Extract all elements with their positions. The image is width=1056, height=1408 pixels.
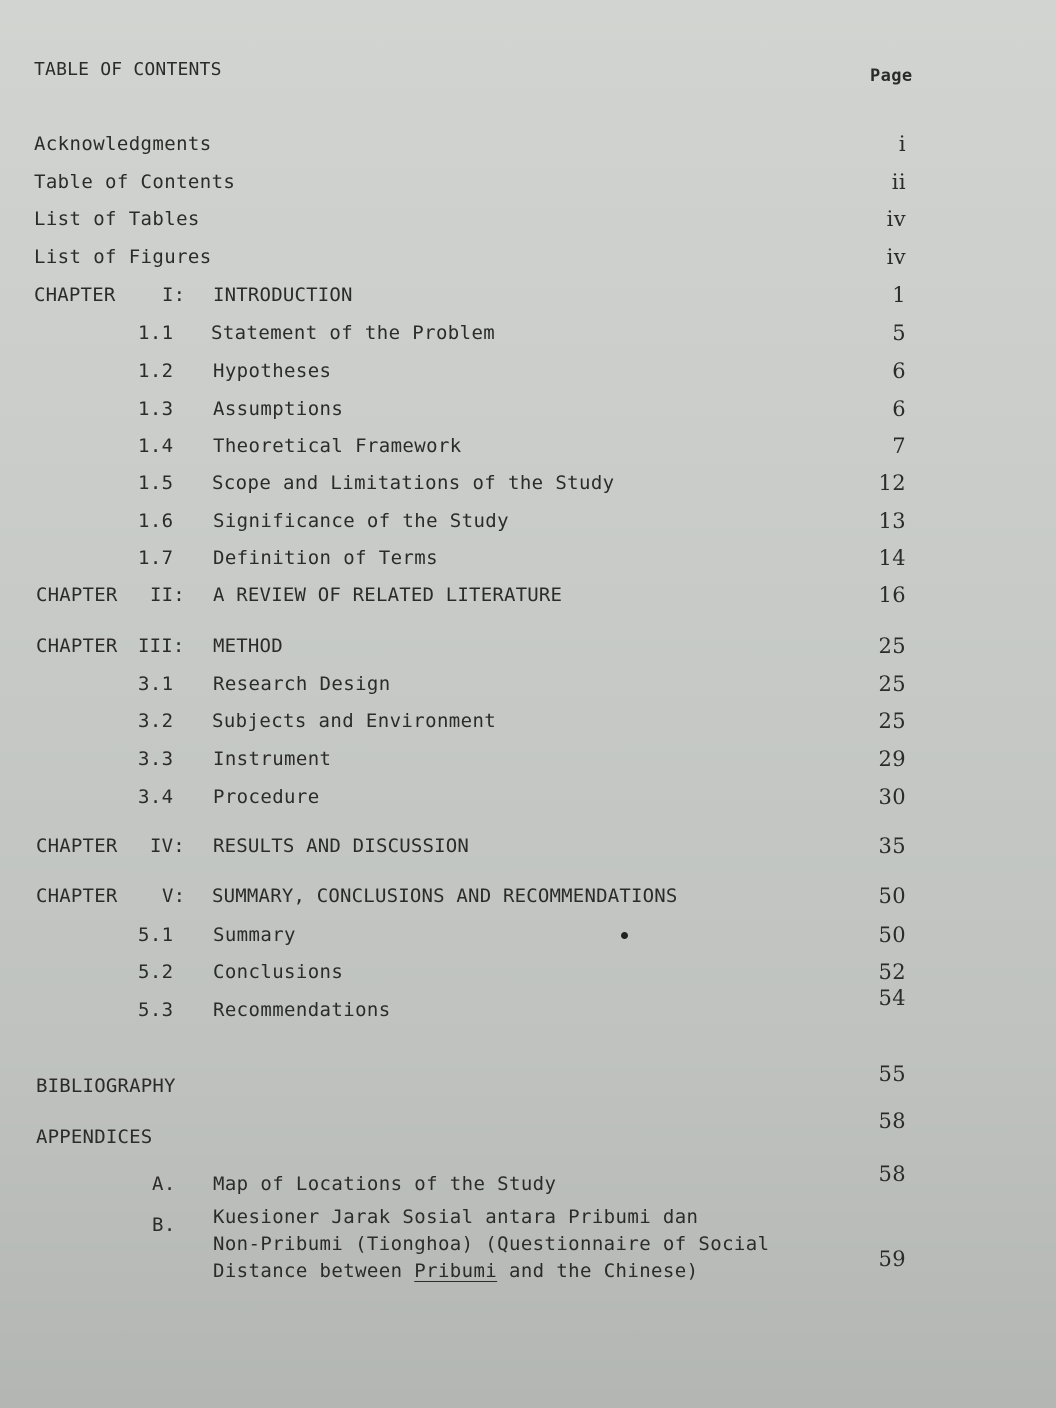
- toc-section-1-7: [0, 546, 1056, 576]
- toc-entry-table-of-contents: [0, 170, 1056, 200]
- toc-section-3-2: [0, 709, 1056, 739]
- chapter-label: CHAPTER: [36, 635, 118, 657]
- appendix-title-line-3-start: Distance between: [213, 1260, 415, 1282]
- toc-section-1-6: [0, 509, 1056, 539]
- chapter-number: III:: [138, 635, 185, 657]
- chapter-title: METHOD: [213, 635, 283, 657]
- section-number: 1.4: [138, 435, 174, 457]
- section-number: 1.3: [138, 398, 174, 420]
- section-number: 5.2: [138, 961, 174, 983]
- toc-chapter-2: [0, 583, 1056, 613]
- section-number: 3.1: [138, 673, 174, 695]
- entry-title: Table of Contents: [34, 171, 236, 193]
- entry-page: iv: [886, 245, 906, 269]
- toc-section-3-1: [0, 672, 1056, 702]
- toc-appendix-a: [0, 1162, 1056, 1202]
- section-page: 5: [892, 321, 906, 345]
- toc-section-3-3: [0, 747, 1056, 777]
- bibliography-label: BIBLIOGRAPHY: [36, 1075, 176, 1097]
- section-number: 1.1: [138, 322, 174, 344]
- chapter-title: INTRODUCTION: [213, 284, 353, 306]
- entry-page: iv: [886, 207, 906, 231]
- section-title: Conclusions: [213, 961, 344, 983]
- chapter-page: 1: [892, 283, 906, 307]
- section-title: Subjects and Environment: [212, 710, 497, 732]
- section-page: 29: [878, 747, 906, 771]
- section-title: Instrument: [213, 748, 332, 770]
- stray-mark: [621, 932, 628, 939]
- appendix-title-line-3-end: and the Chinese): [497, 1260, 699, 1282]
- section-title: Research Design: [213, 673, 391, 695]
- section-title: Theoretical Framework: [213, 435, 462, 457]
- chapter-title: SUMMARY, CONCLUSIONS AND RECOMMENDATIONS: [212, 885, 678, 907]
- entry-title: List of Figures: [34, 246, 212, 268]
- toc-section-1-1: [0, 321, 1056, 351]
- appendix-number: A.: [152, 1173, 176, 1195]
- section-page: 7: [892, 434, 906, 458]
- appendix-page: 58: [878, 1162, 906, 1186]
- toc-section-5-3: [0, 986, 1056, 1028]
- section-number: 1.5: [138, 472, 174, 494]
- appendix-title-line-1: Kuesioner Jarak Sosial antara Pribumi dan: [213, 1206, 699, 1228]
- section-title: Recommendations: [213, 999, 391, 1021]
- appendix-title-line-3: [213, 1259, 698, 1283]
- appendices-label: APPENDICES: [36, 1126, 153, 1148]
- toc-bibliography: [0, 1062, 1056, 1104]
- section-number: 3.3: [138, 748, 174, 770]
- toc-section-3-4: [0, 785, 1056, 815]
- toc-section-1-3: [0, 397, 1056, 427]
- section-title: Procedure: [213, 786, 320, 808]
- toc-chapter-3: [0, 634, 1056, 664]
- underlined-term: Pribumi: [414, 1260, 498, 1282]
- section-number: 1.2: [138, 360, 174, 382]
- toc-entry-list-of-tables: [0, 207, 1056, 237]
- chapter-page: 25: [878, 634, 906, 658]
- section-number: 5.1: [138, 924, 174, 946]
- chapter-number: IV:: [150, 835, 185, 857]
- section-title: Scope and Limitations of the Study: [212, 472, 615, 494]
- entry-title: List of Tables: [34, 208, 200, 230]
- chapter-page: 50: [878, 884, 906, 908]
- appendix-page: 59: [878, 1247, 906, 1271]
- section-title: Statement of the Problem: [211, 322, 496, 344]
- section-title: Significance of the Study: [213, 510, 509, 532]
- section-page: 25: [878, 672, 906, 696]
- entry-title: Acknowledgments: [34, 133, 212, 155]
- section-page: 6: [892, 397, 906, 421]
- chapter-label: CHAPTER: [36, 835, 118, 857]
- chapter-page: 16: [878, 583, 906, 607]
- chapter-title: A REVIEW OF RELATED LITERATURE: [213, 584, 563, 606]
- section-page: 30: [878, 785, 906, 809]
- section-title: Summary: [213, 924, 296, 946]
- toc-chapter-5: [0, 884, 1056, 914]
- appendix-title: Map of Locations of the Study: [213, 1173, 557, 1195]
- entry-page: i: [898, 132, 906, 156]
- chapter-label: CHAPTER: [34, 284, 116, 306]
- toc-title: TABLE OF CONTENTS: [34, 59, 222, 80]
- toc-section-1-5: [0, 471, 1056, 501]
- section-title: Hypotheses: [213, 360, 332, 382]
- section-number: 5.3: [138, 999, 174, 1021]
- toc-entry-list-of-figures: [0, 245, 1056, 275]
- section-page: 6: [892, 359, 906, 383]
- section-page: 12: [878, 471, 906, 495]
- entry-page: ii: [891, 170, 906, 194]
- section-page: 52: [878, 960, 906, 984]
- toc-section-1-4: [0, 434, 1056, 464]
- section-number: 1.7: [138, 547, 174, 569]
- section-number: 3.4: [138, 786, 174, 808]
- section-title: Definition of Terms: [213, 547, 438, 569]
- section-number: 3.2: [138, 710, 174, 732]
- chapter-title: RESULTS AND DISCUSSION: [213, 835, 470, 857]
- section-page: 50: [878, 923, 906, 947]
- section-title: Assumptions: [213, 398, 344, 420]
- toc-section-5-1: [0, 923, 1056, 953]
- appendix-number: B.: [152, 1214, 176, 1236]
- chapter-label: CHAPTER: [36, 584, 118, 606]
- toc-appendices: [0, 1109, 1056, 1155]
- page-column-header: Page: [870, 66, 913, 86]
- toc-chapter-4: [0, 834, 1056, 864]
- section-page: 25: [878, 709, 906, 733]
- section-page: 13: [878, 509, 906, 533]
- bibliography-page: 55: [878, 1062, 906, 1086]
- toc-appendix-b: [0, 1205, 1056, 1282]
- section-page: 14: [878, 546, 906, 570]
- chapter-page: 35: [878, 834, 906, 858]
- toc-entry-acknowledgments: [0, 132, 1056, 162]
- chapter-label: CHAPTER: [36, 885, 118, 907]
- section-page: 54: [878, 986, 906, 1010]
- chapter-number: II:: [150, 584, 185, 606]
- appendices-page: 58: [878, 1109, 906, 1133]
- appendix-title-line-2: Non-Pribumi (Tionghoa) (Questionnaire of Social: [213, 1233, 770, 1255]
- section-number: 1.6: [138, 510, 174, 532]
- toc-chapter-1: [0, 283, 1056, 313]
- chapter-number: I:: [162, 284, 186, 306]
- toc-section-1-2: [0, 359, 1056, 389]
- chapter-number: V:: [162, 885, 186, 907]
